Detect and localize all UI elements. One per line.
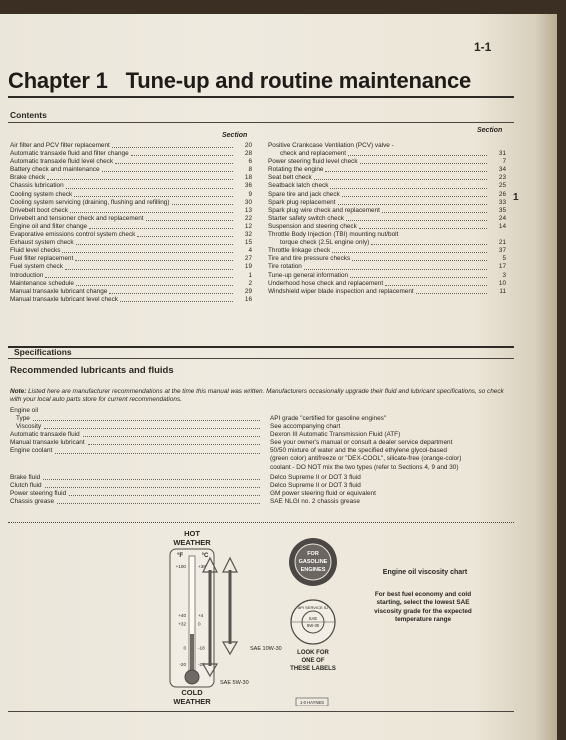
leader-dots bbox=[385, 280, 487, 286]
contents-entry-label: Cooling system check bbox=[10, 190, 73, 198]
spec-item bbox=[10, 447, 260, 455]
contents-entry bbox=[268, 150, 506, 158]
spec-value-line: (green color) antifreeze or "DEX-COOL", silicate-free (orange-color) bbox=[270, 455, 462, 463]
spec-item-label: Engine oil bbox=[10, 407, 39, 414]
leader-dots bbox=[332, 247, 487, 253]
celsius-tick-label: +38 bbox=[198, 564, 206, 569]
celsius-tick-label: 0 bbox=[198, 621, 201, 627]
spec-value-line: 50/50 mixture of water and the specified ethylene glycol-based bbox=[270, 447, 447, 455]
contents-entry-label: Fluid level checks bbox=[10, 247, 61, 255]
spec-item bbox=[10, 490, 260, 498]
leader-dots bbox=[75, 255, 233, 261]
spec-items-group-1 bbox=[10, 407, 260, 456]
contents-entry-section: 4 bbox=[248, 247, 252, 255]
contents-entry-section: 32 bbox=[244, 231, 252, 239]
spec-value-line: See your owner's manual or consult a dealer service department bbox=[270, 439, 453, 447]
contents-entry bbox=[268, 174, 506, 182]
leader-dots bbox=[352, 255, 487, 261]
leader-dots bbox=[348, 150, 487, 156]
svg-text:FOR: FOR bbox=[307, 551, 319, 557]
contents-entry-label: Spark plug wire check and replacement bbox=[268, 206, 380, 214]
leader-dots bbox=[45, 482, 260, 488]
leader-dots bbox=[45, 272, 233, 278]
contents-entry-label: Suspension and steering check bbox=[268, 222, 357, 230]
spec-item-label: Power steering fluid bbox=[10, 490, 67, 498]
spec-value-line: coolant - DO NOT mix the two types (refer to Sections 4, 9 and 30) bbox=[270, 463, 459, 471]
contents-entry-section: 36 bbox=[244, 182, 252, 190]
contents-entry-section: 31 bbox=[498, 150, 506, 158]
contents-entry-section: 1 bbox=[248, 271, 252, 279]
contents-entry-section bbox=[490, 231, 506, 239]
leader-dots bbox=[89, 223, 233, 229]
leader-dots bbox=[74, 191, 233, 197]
spec-item bbox=[10, 431, 260, 439]
spec-value-line: Dexron III Automatic Transmission Fluid (ATF) bbox=[270, 431, 401, 439]
contents-entry-section: 21 bbox=[498, 239, 506, 247]
contents-list-right bbox=[268, 142, 506, 296]
contents-entry-label: Engine oil and filter change bbox=[10, 222, 88, 230]
contents-entry-label: Maintenance schedule bbox=[10, 279, 74, 287]
sae-5w30-label: SAE 5W-30 bbox=[220, 680, 249, 686]
contents-entry bbox=[10, 263, 252, 271]
spec-values-group-2 bbox=[270, 474, 510, 506]
leader-dots bbox=[371, 239, 487, 245]
contents-entry bbox=[268, 280, 506, 288]
svg-text:GASOLINE: GASOLINE bbox=[298, 559, 328, 565]
spec-item bbox=[10, 415, 260, 423]
contents-entry-label: Fuel system check bbox=[10, 263, 63, 271]
leader-dots bbox=[65, 263, 233, 269]
leader-dots bbox=[83, 431, 260, 437]
leader-dots bbox=[76, 280, 233, 286]
contents-entry-label: Manual transaxle lubricant change bbox=[10, 287, 108, 295]
leader-dots bbox=[43, 474, 260, 480]
contents-entry bbox=[268, 272, 506, 280]
caption-line: For best fuel economy and cold bbox=[374, 591, 472, 598]
chapter-number: Chapter 1 bbox=[8, 68, 108, 93]
chart-top-rule bbox=[8, 522, 514, 523]
spec-value-line: Delco Supreme II or DOT 3 fluid bbox=[270, 474, 361, 481]
leader-dots bbox=[382, 207, 487, 213]
contents-entry-section: 13 bbox=[244, 206, 252, 214]
leader-dots bbox=[137, 231, 233, 237]
spec-value-line: GM power steering fluid or equivalent bbox=[270, 490, 376, 498]
spec-item-label: Manual transaxle lubricant bbox=[10, 439, 85, 447]
contents-entry-section: 14 bbox=[498, 222, 506, 230]
leader-dots bbox=[102, 166, 233, 172]
contents-entry bbox=[268, 166, 506, 174]
spec-item-label: Clutch fluid bbox=[10, 482, 42, 490]
spec-item-label: Type bbox=[16, 415, 30, 423]
contents-left-column-label: Section bbox=[222, 132, 248, 139]
spec-value-line: Delco Supreme II or DOT 3 fluid bbox=[270, 482, 361, 490]
leader-dots bbox=[109, 288, 233, 294]
leader-dots bbox=[350, 272, 487, 278]
contents-entry-label: Rotating the engine bbox=[268, 166, 324, 174]
leader-dots bbox=[115, 158, 233, 164]
contents-entry-section: 5 bbox=[502, 255, 506, 263]
contents-entry bbox=[268, 288, 506, 296]
fahrenheit-tick-label: +100 bbox=[175, 564, 186, 569]
contents-entry-label: Manual transaxle lubricant level check bbox=[10, 295, 118, 303]
spec-item-label: Viscosity bbox=[16, 423, 42, 431]
contents-entry-section: 3 bbox=[502, 271, 506, 279]
contents-entry-label: Underhood hose check and replacement bbox=[268, 279, 384, 287]
leader-dots bbox=[416, 288, 487, 294]
contents-entry-section: 26 bbox=[498, 190, 506, 198]
page-number: 1-1 bbox=[474, 40, 492, 54]
spec-item-label: Brake fluid bbox=[10, 474, 41, 481]
svg-text:ENGINES: ENGINES bbox=[300, 567, 326, 573]
contents-entry bbox=[268, 223, 506, 231]
note-label: Note: bbox=[10, 388, 27, 395]
contents-entry bbox=[268, 191, 506, 199]
contents-entry bbox=[268, 207, 506, 215]
spec-item bbox=[10, 482, 260, 490]
contents-entry bbox=[268, 158, 506, 166]
contents-entry-label: Tire and tire pressure checks bbox=[268, 255, 351, 263]
contents-entry-section: 10 bbox=[498, 279, 506, 287]
contents-entry-section: 8 bbox=[248, 166, 252, 174]
contents-entry-section: 11 bbox=[499, 287, 506, 295]
contents-entry bbox=[10, 182, 252, 190]
contents-entry-label: Drivebelt and tensioner check and replacement bbox=[10, 214, 144, 222]
specifications-note bbox=[10, 388, 506, 404]
celsius-tick-label: -29 bbox=[198, 662, 205, 667]
contents-entry-label: Air filter and PCV filter replacement bbox=[10, 142, 110, 149]
leader-dots bbox=[359, 223, 487, 229]
contents-entry bbox=[268, 239, 506, 247]
leader-dots bbox=[172, 199, 234, 205]
leader-dots bbox=[330, 182, 487, 188]
note-text: Listed here are manufacturer recommendations at the time this manual was written. Manufacturers occasionally upgrade their fluid and lubricant specifications, so check with your local auto parts store for current recommendations. bbox=[10, 388, 504, 404]
contents-entry bbox=[268, 142, 506, 150]
contents-entry bbox=[10, 207, 252, 215]
contents-entry-section: 16 bbox=[244, 295, 252, 303]
leader-dots bbox=[346, 215, 487, 221]
contents-entry bbox=[10, 280, 252, 288]
contents-entry bbox=[268, 215, 506, 223]
title-rule bbox=[8, 96, 514, 98]
thermometer-mercury bbox=[190, 634, 194, 674]
leader-dots bbox=[325, 166, 487, 172]
contents-entry-label: Windshield wiper blade inspection and replacement bbox=[268, 287, 414, 295]
leader-dots bbox=[69, 490, 260, 496]
caption-line: starting, select the lowest SAE bbox=[376, 599, 470, 607]
lubricants-subheading: Recommended lubricants and fluids bbox=[10, 365, 174, 376]
spec-items-group-2 bbox=[10, 474, 260, 506]
contents-entry bbox=[10, 150, 252, 158]
contents-entry-label: torque check (2.5L engine only) bbox=[280, 239, 370, 247]
contents-entry-label: Seatback latch check bbox=[268, 182, 329, 190]
contents-entry-section: 23 bbox=[498, 174, 506, 182]
contents-heading: Contents bbox=[10, 110, 47, 120]
contents-entry-label: Introduction bbox=[10, 271, 44, 279]
contents-entry-section: 35 bbox=[498, 206, 506, 214]
viscosity-chart-caption bbox=[348, 591, 498, 625]
contents-entry-label: Tire rotation bbox=[268, 263, 302, 271]
contents-entry-section: 37 bbox=[498, 247, 506, 255]
spec-item-label: Chassis grease bbox=[10, 498, 55, 506]
viscosity-chart-title: Engine oil viscosity chart bbox=[382, 569, 468, 576]
leader-dots bbox=[62, 247, 233, 253]
contents-entry-section: 17 bbox=[498, 263, 506, 271]
contents-entry bbox=[268, 182, 506, 190]
contents-entry-section: 28 bbox=[244, 150, 252, 158]
spec-item bbox=[10, 439, 260, 447]
contents-entry-section: 12 bbox=[244, 222, 252, 230]
look-for-label-line-3: THESE LABELS bbox=[290, 666, 336, 672]
look-for-label-line-1: LOOK FOR bbox=[297, 650, 329, 656]
fahrenheit-tick-label: -20 bbox=[179, 662, 186, 667]
spec-values-group-1 bbox=[270, 415, 510, 472]
sae-10w30-arrow-icon bbox=[223, 558, 237, 654]
contents-entry-label: Tune-up general information bbox=[268, 271, 349, 279]
specifications-heading: Specifications bbox=[14, 347, 72, 357]
contents-entry-section: 6 bbox=[248, 158, 252, 166]
celsius-tick-label: -18 bbox=[198, 645, 205, 651]
caption-line: temperature range bbox=[394, 616, 452, 624]
leader-dots bbox=[66, 182, 233, 188]
contents-entry-section: 30 bbox=[244, 198, 252, 206]
contents-entry-label: check and replacement bbox=[280, 150, 347, 158]
contents-entry-section: 19 bbox=[244, 263, 252, 271]
contents-entry-label: Battery check and maintenance bbox=[10, 166, 100, 174]
contents-entry-label: Throttle Body Injection (TBI) mounting nut/bolt bbox=[268, 231, 399, 239]
contents-entry bbox=[268, 199, 506, 207]
leader-dots bbox=[70, 207, 233, 213]
contents-entry-label: Positive Crankcase Ventilation (PCV) valve - bbox=[268, 142, 394, 149]
contents-entry-label: Chassis lubrication bbox=[10, 182, 64, 190]
spec-value-line: See accompanying chart bbox=[270, 423, 341, 431]
contents-entry-label: Throttle linkage check bbox=[268, 247, 331, 255]
contents-entry-label: Spark plug replacement bbox=[268, 198, 336, 206]
look-for-label-line-2: ONE OF bbox=[301, 658, 325, 664]
contents-entry bbox=[10, 255, 252, 263]
contents-entry-label: Automatic transaxle fluid and filter change bbox=[10, 150, 129, 158]
thermometer-bulb bbox=[185, 670, 199, 684]
contents-entry-label: Seat belt check bbox=[268, 174, 312, 182]
contents-entry bbox=[10, 247, 252, 255]
contents-entry bbox=[10, 215, 252, 223]
leader-dots bbox=[88, 439, 260, 445]
contents-rule bbox=[8, 122, 514, 123]
contents-entry-section: 25 bbox=[498, 182, 506, 190]
cold-weather-label-line-1: COLD bbox=[181, 688, 203, 697]
viscosity-chart bbox=[150, 526, 380, 706]
spec-item-label: Automatic transaxle fluid bbox=[10, 431, 80, 439]
contents-entry-label: Automatic transaxle fluid level check bbox=[10, 158, 114, 166]
manual-page bbox=[0, 14, 557, 740]
fahrenheit-tick-label: +40 bbox=[178, 613, 186, 618]
leader-dots bbox=[33, 415, 260, 421]
contents-entry-label: Exhaust system check bbox=[10, 239, 74, 247]
contents-entry bbox=[10, 296, 252, 304]
leader-dots bbox=[131, 150, 233, 156]
leader-dots bbox=[338, 199, 488, 205]
caption-line: viscosity grade for the expected bbox=[374, 607, 472, 615]
contents-entry-label: Fuel filter replacement bbox=[10, 255, 74, 263]
leader-dots bbox=[342, 191, 487, 197]
contents-entry bbox=[10, 166, 252, 174]
contents-entry bbox=[10, 272, 252, 280]
leader-dots bbox=[76, 239, 233, 245]
fahrenheit-tick-label: +32 bbox=[178, 621, 186, 627]
chapter-title bbox=[8, 68, 471, 94]
spec-item bbox=[10, 474, 260, 482]
contents-entry-label: Brake check bbox=[10, 174, 46, 182]
contents-entry-section: 18 bbox=[244, 174, 252, 182]
specifications-top-rule bbox=[8, 346, 514, 348]
figure-tag: 1-0 HAYNES bbox=[299, 700, 325, 705]
contents-entry-label: Evaporative emissions control system check bbox=[10, 231, 136, 239]
spec-item bbox=[10, 423, 260, 431]
spec-item bbox=[10, 407, 260, 415]
leader-dots bbox=[360, 158, 487, 164]
contents-entry bbox=[10, 158, 252, 166]
contents-entry-section: 2 bbox=[248, 279, 252, 287]
leader-dots bbox=[44, 423, 260, 429]
contents-entry-label: Power steering fluid level check bbox=[268, 158, 358, 166]
specifications-rule bbox=[8, 358, 514, 359]
gasoline-engines-badge-icon bbox=[289, 538, 337, 586]
svg-text:5W-30: 5W-30 bbox=[306, 623, 320, 628]
contents-entry-section: 9 bbox=[248, 190, 252, 198]
sae-10w30-label: SAE 10W-30 bbox=[250, 646, 282, 652]
contents-entry-label: Drivebelt boot check bbox=[10, 206, 68, 214]
contents-entry-section: 27 bbox=[244, 255, 252, 263]
contents-entry bbox=[10, 142, 252, 150]
contents-entry bbox=[10, 239, 252, 247]
contents-entry bbox=[10, 288, 252, 296]
contents-entry bbox=[10, 223, 252, 231]
contents-right-column-label: Section bbox=[477, 127, 503, 134]
svg-text:SAE: SAE bbox=[308, 616, 318, 621]
page-bottom-rule bbox=[8, 711, 514, 712]
contents-list-left bbox=[10, 142, 252, 304]
contents-entry bbox=[268, 263, 506, 271]
contents-entry bbox=[10, 191, 252, 199]
contents-entry-section: 34 bbox=[498, 166, 506, 174]
fahrenheit-unit-label: °F bbox=[176, 553, 184, 559]
contents-entry bbox=[10, 199, 252, 207]
contents-entry-section: 24 bbox=[498, 214, 506, 222]
contents-entry-section bbox=[490, 142, 506, 150]
leader-dots bbox=[314, 174, 487, 180]
leader-dots bbox=[55, 447, 260, 453]
contents-entry bbox=[268, 247, 506, 255]
contents-entry bbox=[268, 231, 506, 239]
leader-dots bbox=[304, 263, 487, 269]
contents-entry bbox=[268, 255, 506, 263]
spec-value-line: SAE NLGI no. 2 chassis grease bbox=[270, 498, 360, 506]
leader-dots bbox=[120, 296, 233, 302]
contents-entry-section: 20 bbox=[244, 142, 252, 149]
cold-weather-label-line-2: WEATHER bbox=[173, 697, 211, 706]
contents-entry-label: Starter safety switch check bbox=[268, 214, 345, 222]
spec-item bbox=[10, 498, 260, 506]
api-service-donut-icon bbox=[291, 600, 335, 644]
spec-value-line: API grade "certified for gasoline engines" bbox=[270, 415, 387, 422]
contents-entry bbox=[10, 231, 252, 239]
chapter-name: Tune-up and routine maintenance bbox=[125, 68, 472, 93]
leader-dots bbox=[57, 498, 260, 504]
contents-entry-label: Spare tire and jack check bbox=[268, 190, 340, 198]
contents-entry-section: 15 bbox=[244, 239, 252, 247]
leader-dots bbox=[112, 142, 233, 148]
contents-entry-label: Cooling system servicing (draining, flushing and refilling) bbox=[10, 198, 170, 206]
celsius-unit-label: °C bbox=[201, 553, 209, 559]
contents-entry-section: 22 bbox=[244, 214, 252, 222]
fahrenheit-tick-label: 0 bbox=[183, 645, 186, 651]
spec-item-label: Engine coolant bbox=[10, 447, 53, 455]
svg-text:API SERVICE SJ: API SERVICE SJ bbox=[297, 605, 329, 610]
leader-dots bbox=[47, 174, 233, 180]
celsius-tick-label: +4 bbox=[198, 613, 204, 618]
hot-weather-label-line-1: HOT bbox=[184, 529, 200, 538]
contents-entry bbox=[10, 174, 252, 182]
contents-entry-section: 33 bbox=[498, 198, 506, 206]
leader-dots bbox=[146, 215, 233, 221]
contents-entry-section: 7 bbox=[502, 158, 506, 166]
chapter-tab-marker: 1 bbox=[513, 192, 519, 203]
contents-entry-section: 29 bbox=[244, 287, 252, 295]
hot-weather-label-line-2: WEATHER bbox=[173, 538, 211, 547]
